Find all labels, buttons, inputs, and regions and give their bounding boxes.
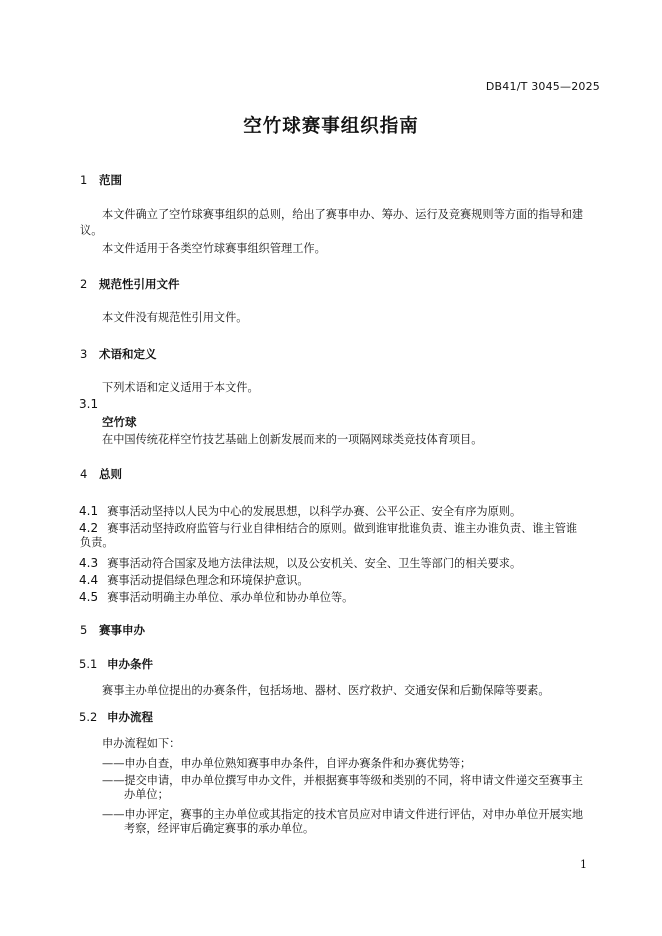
clause-4-2 [79,517,577,537]
section-title: 赛事申办 [99,623,145,637]
section-2-heading [80,276,180,292]
procedure-item-text: 提交申请，申办单位撰写申办文件，并根据赛事等级和类别的不同，将申请文件递交至赛事主 [124,774,584,787]
section-number: 4 [80,467,88,481]
clause-number: 4.3 [79,556,99,570]
standard-code: DB41/T 3045—2025 [485,80,600,93]
section-1-heading [80,172,122,188]
procedure-item-2 [102,769,583,789]
clause-number: 4.2 [79,521,99,535]
clause-number: 4.5 [79,590,99,604]
sec2-paragraph-1: 本文件没有规范性引用文件。 [102,311,248,324]
section-title: 规范性引用文件 [99,277,180,291]
clause-text: 赛事活动坚持政府监管与行业自律相结合的原则。做到谁审批谁负责、谁主办谁负责、谁主管谁 [107,522,578,535]
section-number: 1 [80,173,88,187]
section-5-heading [80,622,145,638]
clause-text: 赛事活动明确主办单位、承办单位和协办单位等。 [107,591,354,604]
page-number: 1 [580,858,587,871]
section-number: 3 [80,347,88,361]
dash-marker: —— [102,757,125,770]
dash-marker: —— [102,774,125,787]
sec1-paragraph-1-cont: 议。 [80,224,103,237]
procedure-intro: 申办流程如下： [102,737,181,750]
subsection-5-2-heading [79,709,153,725]
subsection-5-1-heading [79,656,153,672]
clause-text: 赛事活动符合国家及地方法律法规，以及公安机关、安全、卫生等部门的相关要求。 [107,557,522,570]
term-name: 空竹球 [102,415,137,429]
term-number: 3.1 [79,397,99,411]
sec3-paragraph-1: 下列术语和定义适用于本文件。 [102,381,259,394]
sec1-paragraph-2: 本文件适用于各类空竹球赛事组织管理工作。 [102,242,326,255]
procedure-item-3-cont: 考察，经评审后确定赛事的承办单位。 [124,822,315,835]
document-title: 空竹球赛事组织指南 [243,116,419,137]
subsection-number: 5.1 [79,657,98,671]
procedure-item-2-cont: 办单位； [124,788,169,801]
section-4-heading [80,466,122,482]
clause-text: 赛事活动提倡绿色理念和环境保护意识。 [107,574,309,587]
clause-4-2-cont: 负责。 [80,536,114,549]
clause-4-5 [79,586,353,606]
term-definition: 在中国传统花样空竹技艺基础上创新发展而来的一项隔网球类竞技体育项目。 [102,433,483,446]
clause-number: 4.1 [79,504,99,518]
sec1-paragraph-1: 本文件确立了空竹球赛事组织的总则，给出了赛事申办、筹办、运行及竞赛规则等方面的指导和建 [102,208,584,221]
section-title: 范围 [99,173,122,187]
procedure-item-text: 申办评定，赛事的主办单位或其指定的技术官员应对申请文件进行评估，对申办单位开展实地 [124,808,584,821]
subsection-5-1-paragraph: 赛事主办单位提出的办赛条件，包括场地、器材、医疗救护、交通安保和后勤保障等要素。 [102,684,550,697]
subsection-number: 5.2 [79,710,98,724]
procedure-item-text: 申办自查，申办单位熟知赛事申办条件，自评办赛条件和办赛优势等； [124,757,472,770]
subsection-title: 申办条件 [107,657,153,671]
clause-text: 赛事活动坚持以人民为中心的发展思想，以科学办赛、公平公正、安全有序为原则。 [107,505,522,518]
clause-number: 4.4 [79,573,99,587]
section-3-heading [80,346,157,362]
section-title: 总则 [99,467,122,481]
section-number: 2 [80,277,88,291]
section-number: 5 [80,623,88,637]
subsection-title: 申办流程 [107,710,153,724]
section-title: 术语和定义 [99,347,157,361]
dash-marker: —— [102,808,125,821]
